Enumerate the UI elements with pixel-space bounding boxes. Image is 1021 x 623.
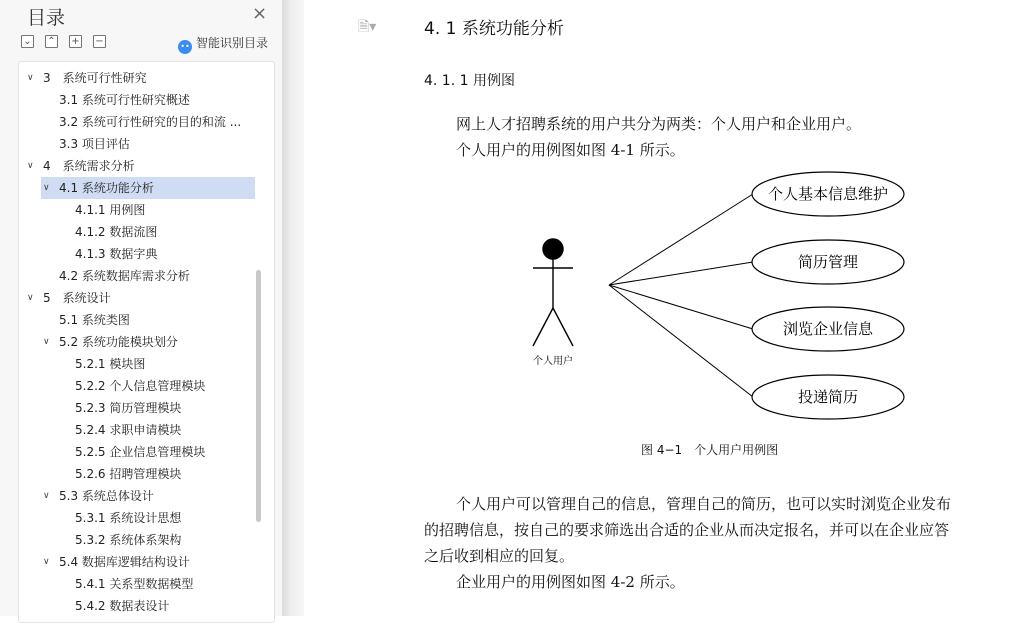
document-icon[interactable]: 🗎▾ [358,19,377,35]
chevron-down-icon[interactable]: ∨ [43,183,50,193]
paragraph-line: 之后收到相应的回复。 [424,547,575,565]
toc-item-label: 4.1.3 数据字典 [75,247,158,261]
toc-item-label: 5.2.3 简历管理模块 [75,401,182,415]
toc-item-label: 5.2.5 企业信息管理模块 [75,445,206,459]
expand-all-icon[interactable]: ⌄ [21,35,34,48]
collapse-all-icon[interactable]: ⌃ [45,35,58,48]
toc-item-label: 3.3 项目评估 [59,137,130,151]
paragraph: 个人用户的用例图如图 4-1 所示。 [456,141,685,159]
toc-item-label: 4.1 系统功能分析 [59,181,154,195]
toc-item-label: 5.3 系统总体设计 [59,489,154,503]
add-level-icon[interactable]: + [69,35,82,48]
chevron-down-icon[interactable]: ∨ [43,491,50,501]
toc-item-label: 4.2 系统数据库需求分析 [59,269,190,283]
paragraph-line: 个人用户可以管理自己的信息，管理自己的简历，也可以实时浏览企业发布 [456,495,952,513]
actor-figure [533,239,573,346]
toc-item-label: 3.2 系统可行性研究的目的和流 ... [59,115,242,129]
toc-item-label: 5.2 系统功能模块划分 [59,335,178,349]
chevron-down-icon[interactable]: ∨ [43,337,50,347]
toc-item-label: 4 系统需求分析 [43,159,135,173]
toc-item-label: 5.2.4 求职申请模块 [75,423,182,437]
toc-item-label: 5.2.1 模块图 [75,357,146,371]
toc-item-label: 3 系统可行性研究 [43,71,147,85]
smart-toc-label: 智能识别目录 [196,36,269,50]
figure-caption: 图 4−1 个人用户用例图 [641,443,779,457]
remove-level-icon[interactable]: − [93,35,106,48]
chevron-down-icon[interactable]: ∨ [27,293,34,303]
toc-item-label: 3.1 系统可行性研究概述 [59,93,190,107]
use-case-label: 浏览企业信息 [782,320,874,338]
toc-item-label: 4.1.2 数据流图 [75,225,158,239]
toc-item-label: 5.4.1 关系型数据模型 [75,577,194,591]
paragraph-line: 的招聘信息，按自己的要求筛选出合适的企业从而决定报名，并可以在企业应答 [424,521,950,539]
subsection-heading: 4. 1. 1 用例图 [424,73,515,89]
use-case-label: 投递简历 [797,388,859,406]
association-lines [609,194,753,397]
section-heading: 4. 1 系统功能分析 [424,19,564,39]
toc-item-label: 5.3.2 系统体系架构 [75,533,182,547]
toc-item-label: 5.4.2 数据表设计 [75,599,170,613]
toc-item-label: 5.4 数据库逻辑结构设计 [59,555,190,569]
chevron-down-icon[interactable]: ∨ [27,73,34,83]
chevron-down-icon[interactable]: ∨ [27,161,34,171]
paragraph: 网上人才招聘系统的用户共分为两类：个人用户和企业用户。 [456,115,862,133]
toc-item-label: 4.1.1 用例图 [75,203,146,217]
toc-item-label: 5.3.1 系统设计思想 [75,511,182,525]
actor-head [543,239,563,259]
toc-item-label: 5.2.2 个人信息管理模块 [75,379,206,393]
paragraph: 企业用户的用例图如图 4-2 所示。 [456,573,685,591]
ai-icon: •• [178,40,192,54]
toc-item-label: 5 系统设计 [43,291,111,305]
use-case-label: 简历管理 [797,253,859,271]
actor-label: 个人用户 [533,356,573,367]
close-icon[interactable]: × [252,3,268,24]
chevron-down-icon[interactable]: ∨ [43,557,50,567]
toc-item-label: 5.2.6 招聘管理模块 [75,467,182,481]
toc-item-label: 5.1 系统类图 [59,313,130,327]
use-case-label: 个人基本信息维护 [767,185,889,203]
toc-title: 目录 [27,7,66,29]
